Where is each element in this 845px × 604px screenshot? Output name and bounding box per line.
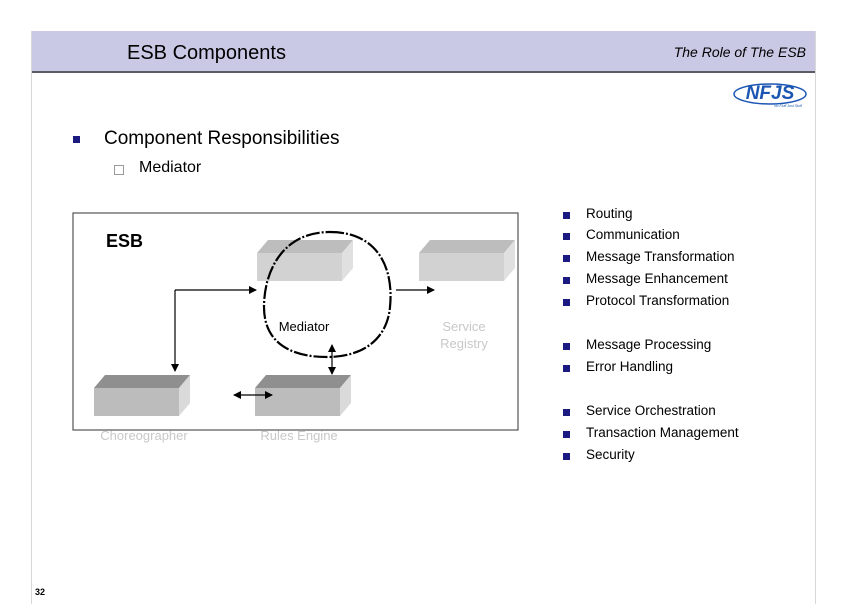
logo-tagline: No Fluff Just Stuff [774, 104, 802, 108]
choreographer-box [94, 375, 190, 416]
service-registry-label-line1: Service [442, 319, 486, 334]
bullet-square-icon [563, 431, 570, 438]
sub-bullet-text: Mediator [139, 159, 202, 176]
slide: ESB Components The Role of The ESB NFJS No Fluff Just Stuff Component Responsibilities Mediator ESB Mediator Service Registry Choreographer Rules Engine Routing Communication Message Transformation Message Enhancement Protocol Transformation Message Processing Error Handling Service Orchestration Transaction Management Security 32 [31, 31, 816, 604]
slide-subtitle: The Role of The ESB [673, 44, 806, 60]
bullet-square-icon [563, 365, 570, 372]
bullet-square-icon [563, 212, 570, 219]
bullet-square-icon [563, 255, 570, 262]
esb-diagram [72, 212, 543, 443]
rules-engine-label: Rules Engine [260, 428, 338, 443]
service-registry-label-line2: Registry [440, 336, 488, 351]
bullet-square-icon [563, 299, 570, 306]
title-bar [32, 31, 815, 73]
bullet-square-icon [563, 233, 570, 240]
bullet-square-icon [563, 343, 570, 350]
nfjs-logo [730, 78, 810, 108]
hollow-square-icon [114, 165, 124, 175]
bullet-square-icon [563, 409, 570, 416]
bullet-square-icon [563, 453, 570, 460]
bullet-square-icon [563, 277, 570, 284]
mediator-label: Mediator [278, 319, 330, 334]
logo-text: NFJS [745, 83, 795, 104]
page-number: 32 [35, 587, 46, 597]
mediator-box [257, 240, 353, 281]
choreographer-label: Choreographer [100, 428, 188, 443]
main-bullet-text: Component Responsibilities [104, 128, 340, 149]
esb-label: ESB [106, 231, 144, 251]
slide-title: ESB Components [127, 42, 286, 64]
bullet-square-icon [73, 136, 80, 143]
service-registry-box [419, 240, 515, 281]
